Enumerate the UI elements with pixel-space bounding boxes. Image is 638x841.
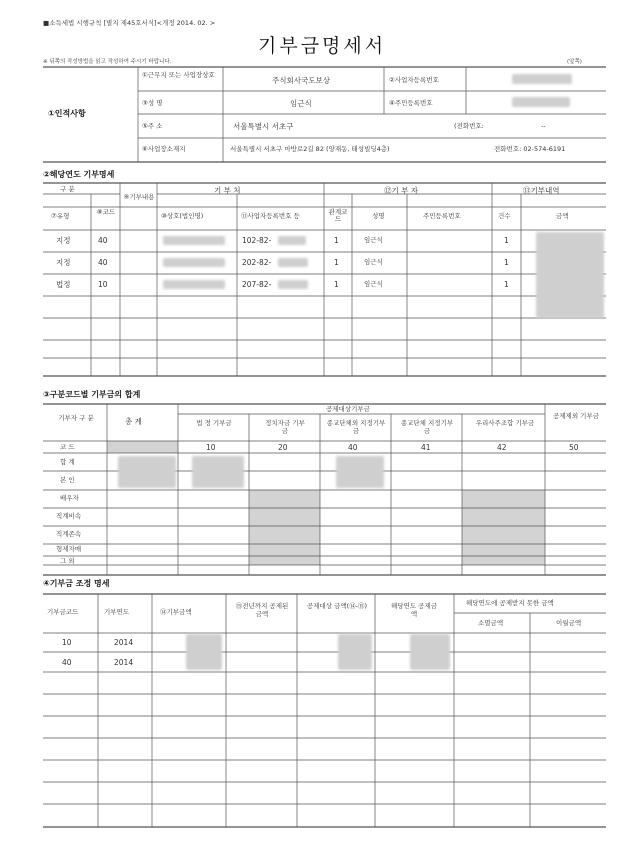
page-title: 기부금명세서 — [258, 35, 387, 57]
company-redacted — [163, 236, 225, 245]
shade-union-1 — [462, 490, 545, 565]
donation-row-bizno: 102-82- — [242, 236, 272, 245]
form-header: ■소득세법 시행규칙 [별지 제45호서식]<개정 2014. 02. > — [43, 19, 216, 27]
amount-redacted — [536, 232, 604, 318]
col-political: 정치자금 기부금 — [265, 419, 305, 435]
section3-heading: ③구분코드별 기부금의 합계 — [43, 390, 141, 399]
donation-row-count: 1 — [504, 236, 509, 245]
section4-heading: ④기부금 조정 명세 — [43, 579, 110, 588]
designated-redacted — [336, 456, 384, 488]
bizno-redacted — [278, 258, 308, 267]
code-row-label: 코 드 — [60, 443, 75, 451]
company-redacted — [163, 258, 225, 267]
code-42: 42 — [497, 443, 507, 452]
donation-row-count: 1 — [504, 258, 509, 267]
section1-heading: ①인적사항 — [48, 109, 86, 118]
col-donor: ⑫기 부 자 — [384, 186, 419, 195]
current-redacted — [410, 634, 450, 670]
biz-phone: 전화번호: 02-574-6191 — [494, 145, 566, 153]
col-relcode: 관계코드 — [328, 208, 348, 223]
bizno-redacted — [278, 236, 306, 245]
shade-total-code — [107, 441, 178, 453]
col-not-deducted: 해당연도에 공제받지 못한 금액 — [466, 599, 554, 607]
col-total: 총 계 — [125, 417, 142, 426]
col-recipient: 기 부 처 — [214, 186, 241, 195]
address-value: 서울특별시 서초구 — [233, 122, 294, 131]
code-10: 10 — [206, 443, 216, 452]
donation-row-rel: 1 — [334, 258, 339, 267]
donation-row-name: 임근식 — [364, 280, 383, 288]
sum-row-label: 형제자매 — [56, 545, 82, 553]
col-count: 건수 — [498, 212, 511, 220]
donation-row-code: 40 — [98, 258, 108, 267]
donation-row-bizno: 207-82- — [242, 280, 272, 289]
biz-addr-value: 서울특별시 서초구 마방로2길 82 (양재동, 태성빌딩4층) — [230, 145, 390, 153]
code-41: 41 — [421, 443, 431, 452]
donation-row-type: 법정 — [56, 280, 71, 289]
col-religious-designated: 종교단체외 지정기부금 — [326, 419, 386, 435]
col-target-amount: 공제대상 금액(⑭-⑮) — [306, 602, 368, 610]
col-extinct: 소멸금액 — [478, 619, 504, 627]
total-redacted — [118, 456, 176, 488]
bizno-redacted — [278, 280, 308, 289]
col-type: ⑦유형 — [51, 212, 70, 220]
col-company: ⑩상호(법인명) — [161, 212, 204, 220]
sum-row-label: 직계존속 — [56, 530, 82, 538]
col-content: ⑨기부내용 — [123, 193, 155, 201]
name-label: ③성 명 — [142, 99, 163, 107]
col-current-deduction: 해당연도 공제금액 — [390, 602, 438, 618]
phone-label: (전화번호: — [454, 122, 484, 130]
donation-row-rel: 1 — [334, 280, 339, 289]
biz-reg-redacted — [512, 74, 572, 84]
code-20: 20 — [278, 443, 288, 452]
resident-redacted — [512, 97, 570, 107]
col-details: ⑬기부내역 — [523, 186, 560, 195]
col-code: ⑧코드 — [96, 208, 116, 216]
sum-row-label: 본 인 — [60, 476, 75, 484]
adjust-row-year: 2014 — [114, 658, 134, 667]
sum-row-label: 직계비속 — [56, 512, 82, 520]
col-donor-gubun: 기부자 구 분 — [58, 414, 94, 422]
page-side-label: (앞쪽) — [567, 59, 582, 65]
phone-value: -- — [541, 122, 546, 130]
shade-political-1 — [249, 490, 320, 565]
code-40: 40 — [348, 443, 358, 452]
section2-heading: ②해당연도 기부명세 — [43, 170, 115, 179]
adjust-row-code: 40 — [62, 658, 72, 667]
adjust-row-code: 10 — [62, 638, 72, 647]
col-gubun: 구 분 — [60, 185, 75, 193]
sum-row-label: 합 계 — [60, 458, 75, 466]
col-carryover: 이월금액 — [556, 619, 582, 627]
col-donation-year: 기부연도 — [104, 608, 130, 616]
address-label: ⑤주 소 — [142, 122, 163, 130]
amount-redacted — [186, 634, 222, 670]
donation-row-count: 1 — [504, 280, 509, 289]
donation-row-name: 임근식 — [364, 236, 383, 244]
sum-row-label: 배우자 — [60, 494, 79, 502]
statutory-redacted — [192, 456, 244, 488]
biz-addr-label: ⑥사업장소재지 — [142, 145, 186, 153]
target-redacted — [338, 634, 372, 670]
donation-row-name: 임근식 — [364, 258, 383, 266]
col-union: 우리사주조합 기부금 — [475, 419, 535, 427]
adjust-row-year: 2014 — [114, 638, 134, 647]
instruction-note: ※ 뒤쪽의 작성방법을 읽고 작성하여 주시기 바랍니다. — [43, 59, 172, 65]
donation-row-type: 지정 — [56, 236, 71, 245]
donation-row-code: 40 — [98, 236, 108, 245]
workplace-label: ①근무지 또는 사업장상호 — [142, 71, 215, 79]
col-donation-code: 기부금코드 — [47, 608, 79, 616]
workplace-value: 주식회사국도보상 — [272, 76, 330, 85]
code-50: 50 — [569, 443, 579, 452]
sum-row-label: 그 외 — [60, 557, 75, 565]
col-donor-rrn: 주민등록번호 — [423, 212, 461, 220]
donation-row-rel: 1 — [334, 236, 339, 245]
donation-row-bizno: 202-82- — [242, 258, 272, 267]
col-amount: 금액 — [556, 212, 569, 220]
biz-reg-label: ②사업자등록번호 — [389, 76, 439, 84]
col-excluded: 공제제외 기부금 — [552, 412, 600, 420]
col-prev-deducted: ⑮전년까지 공제된 금액 — [235, 602, 289, 618]
name-value: 임근식 — [290, 99, 312, 108]
company-redacted — [163, 280, 225, 289]
col-religious: 종교단체 지정기부금 — [400, 419, 454, 435]
col-statutory: 법 정 기부금 — [196, 419, 232, 427]
col-deductible: 공제대상기부금 — [326, 405, 370, 413]
resident-label: ④주민등록번호 — [389, 99, 433, 107]
donation-row-code: 10 — [98, 280, 108, 289]
col-bizno: ⑪사업자등록번호 등 — [241, 212, 300, 220]
donation-row-type: 지정 — [56, 258, 71, 267]
col-donation-amount: ⑭기부금액 — [160, 608, 192, 616]
col-donor-name: 성명 — [372, 212, 385, 220]
